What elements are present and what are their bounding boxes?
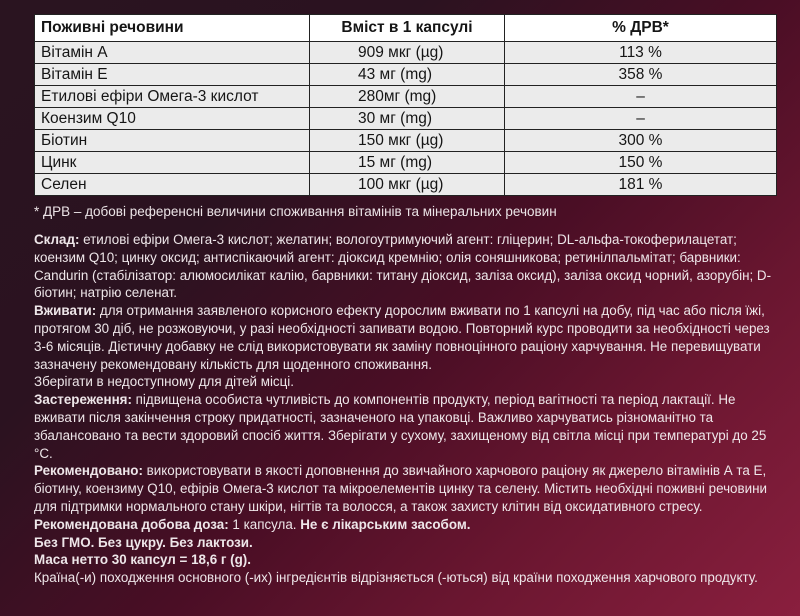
usage-text: для отримання заявленого корисного ефекту дорослим вживати по 1 капсулі на добу, під час або після їжі, протягом 30 діб, не розжовуючи, у разі необхідності запивати водою. Повторний курс проводити за необхідності через 3-6 місяців. Дієтичну добавку не слід використовувати як заміну повноцінного раціону харчування. Не перевищувати зазначену рекомендовану кількість для щоденного споживання. xyxy=(34,303,770,372)
dri-footnote: * ДРВ – добові референсні величини споживання вітамінів та мінеральних речовин xyxy=(34,204,557,219)
nutrient-dri: – xyxy=(505,86,777,108)
nutrient-name: Коензим Q10 xyxy=(35,108,310,130)
warnings-section xyxy=(34,391,784,462)
nutrient-amount: 100 мкг (µg) xyxy=(310,174,505,196)
not-drug-note: Не є лікарським засобом. xyxy=(300,516,471,532)
table-row xyxy=(35,152,777,174)
nutrient-amount: 30 мг (mg) xyxy=(310,108,505,130)
table-row xyxy=(35,64,777,86)
composition-text: етилові ефіри Омега-3 кислот; желатин; вологоутримуючий агент: гліцерин; DL-альфа-токоферилацетат; коензим Q10; цинку оксид; антиспікаючий агент: діоксид кремнію; олія соняшникова; ретинілпальмітат; барвники: Candurin (стабілізатор: алюмосилікат калію, барвники: титану діоксид, заліза оксид), заліза оксид чорний, азорубін; D-біотин; натрію селенат. xyxy=(34,232,772,301)
table-row xyxy=(35,130,777,152)
nutrient-name: Селен xyxy=(35,174,310,196)
header-dri: % ДРВ* xyxy=(505,15,777,42)
nutrient-amount: 15 мг (mg) xyxy=(310,152,505,174)
dose-section xyxy=(34,516,784,534)
storage-note: Зберігати в недоступному для дітей місці. xyxy=(34,374,294,390)
composition-label: Склад: xyxy=(34,232,80,247)
table-row xyxy=(35,174,777,196)
recommended-text: використовувати в якості доповнення до звичайного харчового раціону як джерело вітамінів А та Е, біотину, коензиму Q10, ефірів Омега-3 кислот та мікроелементів цинку та селену. Містить необхідні поживні речовини для підтримки нормального стану шкіри, нігтів та волосся, а також захисту клітин від оксидативного стресу. xyxy=(34,463,767,514)
header-content: Вміст в 1 капсулі xyxy=(310,15,505,42)
nutrient-amount: 909 мкг (µg) xyxy=(310,42,505,64)
nutrient-amount: 43 мг (mg) xyxy=(310,64,505,86)
free-of-note: Без ГМО. Без цукру. Без лактози. xyxy=(34,534,253,550)
nutrient-dri: 300 % xyxy=(505,130,777,152)
warnings-text: підвищена особиста чутливість до компонентів продукту, період вагітності та період лактації. Не вживати після закінчення строку придатності, зазначеного на упаковці. Важливо харчуватись різноманітно та збалансовано та вести здоровий спосіб життя. Зберігати у сухому, захищеному від світла місці при температурі до 25 °С. xyxy=(34,392,767,461)
dose-label: Рекомендована добова доза: xyxy=(34,516,229,532)
nutrient-name: Етилові ефіри Омега-3 кислот xyxy=(35,86,310,108)
label-panel xyxy=(34,14,774,587)
nutrient-dri: 150 % xyxy=(505,152,777,174)
usage-section xyxy=(34,302,784,373)
table-row xyxy=(35,108,777,130)
nutrient-dri: 113 % xyxy=(505,42,777,64)
table-row xyxy=(35,42,777,64)
usage-label: Вживати: xyxy=(34,303,97,319)
nutrient-dri: – xyxy=(505,108,777,130)
nutrient-dri: 181 % xyxy=(505,174,777,196)
nutrient-name: Біотин xyxy=(35,130,310,152)
dose-text: 1 капсула. xyxy=(228,516,301,532)
header-nutrients: Поживні речовини xyxy=(35,15,310,42)
nutrient-dri: 358 % xyxy=(505,64,777,86)
origin-note: Країна(-и) походження основного (-их) інгредієнтів відрізняється (-ються) від країни походження харчового продукту. xyxy=(34,570,758,586)
nutrient-amount: 150 мкг (µg) xyxy=(310,130,505,152)
label-text xyxy=(34,231,784,587)
nutrient-amount: 280мг (mg) xyxy=(310,86,505,108)
composition-section xyxy=(34,231,784,302)
recommended-label: Рекомендовано: xyxy=(34,463,143,479)
nutrition-table xyxy=(34,14,777,196)
table-header-row xyxy=(35,15,777,42)
nutrient-name: Цинк xyxy=(35,152,310,174)
nutrient-name: Вітамін Е xyxy=(35,64,310,86)
nutrient-name: Вітамін А xyxy=(35,42,310,64)
warnings-label: Застереження: xyxy=(34,392,132,408)
net-mass: Маса нетто 30 капсул = 18,6 г (g). xyxy=(34,552,251,568)
recommended-section xyxy=(34,462,784,515)
table-row xyxy=(35,86,777,108)
